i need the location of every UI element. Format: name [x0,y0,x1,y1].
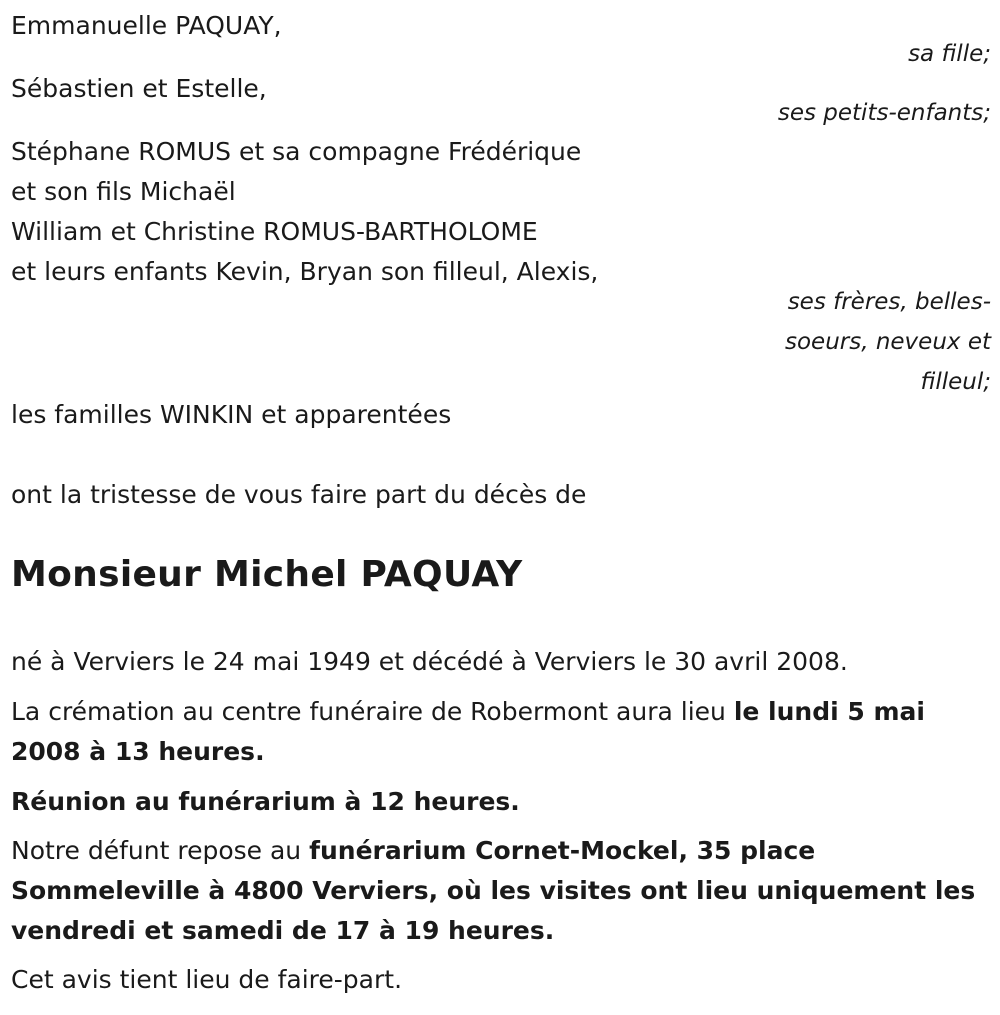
siblings-block [11,132,991,395]
siblings-role-line: soeurs, neveux et [784,329,991,355]
daughter-role: sa fille; [908,41,991,67]
siblings-line: et leurs enfants Kevin, Bryan son filleul, Alexis, [11,257,599,286]
cremation-bold: le lundi 5 mai 2008 à 13 heures. [11,697,925,766]
announcement-block [11,475,991,515]
daughter-name: Emmanuelle PAQUAY, [11,11,282,40]
birth-death-text: né à Verviers le 24 mai 1949 et décédé à Verviers le 30 avril 2008. [11,647,848,676]
siblings-role-line: filleul; [920,369,991,395]
grandchildren-names: Sébastien et Estelle, [11,74,267,103]
repose-plain: Notre défunt repose au [11,836,310,865]
siblings-role-line: ses frères, belles- [787,289,991,315]
families-block [11,395,991,435]
repose-text [11,831,991,951]
repose-bold: funérarium Cornet-Mockel, 35 place Sommeleville à 4800 Verviers, où les visites ont lieu uniquement les vendredi et samedi de 17 à 19 heures. [11,836,976,945]
meeting-text [11,782,991,822]
daughter-block [11,6,991,74]
siblings-line: William et Christine ROMUS-BARTHOLOME [11,217,538,246]
repose-block [11,831,991,951]
siblings-line: Stéphane ROMUS et sa compagne Frédérique [11,137,582,166]
cremation-text [11,692,991,772]
cremation-plain: La crémation au centre funéraire de Robermont aura lieu [11,697,734,726]
closing-text: Cet avis tient lieu de faire-part. [11,965,403,994]
birth-death-block [11,642,991,682]
deceased-block [11,553,991,597]
cremation-block [11,692,991,772]
closing-block [11,960,991,1000]
meeting-block [11,782,991,822]
families-text: les familles WINKIN et apparentées [11,400,452,429]
siblings-line: et son fils Michaël [11,177,236,206]
siblings-role [761,282,991,402]
meeting-bold: Réunion au funérarium à 12 heures. [11,787,520,816]
deceased-name: Monsieur Michel PAQUAY [11,554,523,595]
announcement-text: ont la tristesse de vous faire part du décès de [11,480,587,509]
grandchildren-block [11,69,991,133]
grandchildren-role: ses petits-enfants; [777,100,991,126]
